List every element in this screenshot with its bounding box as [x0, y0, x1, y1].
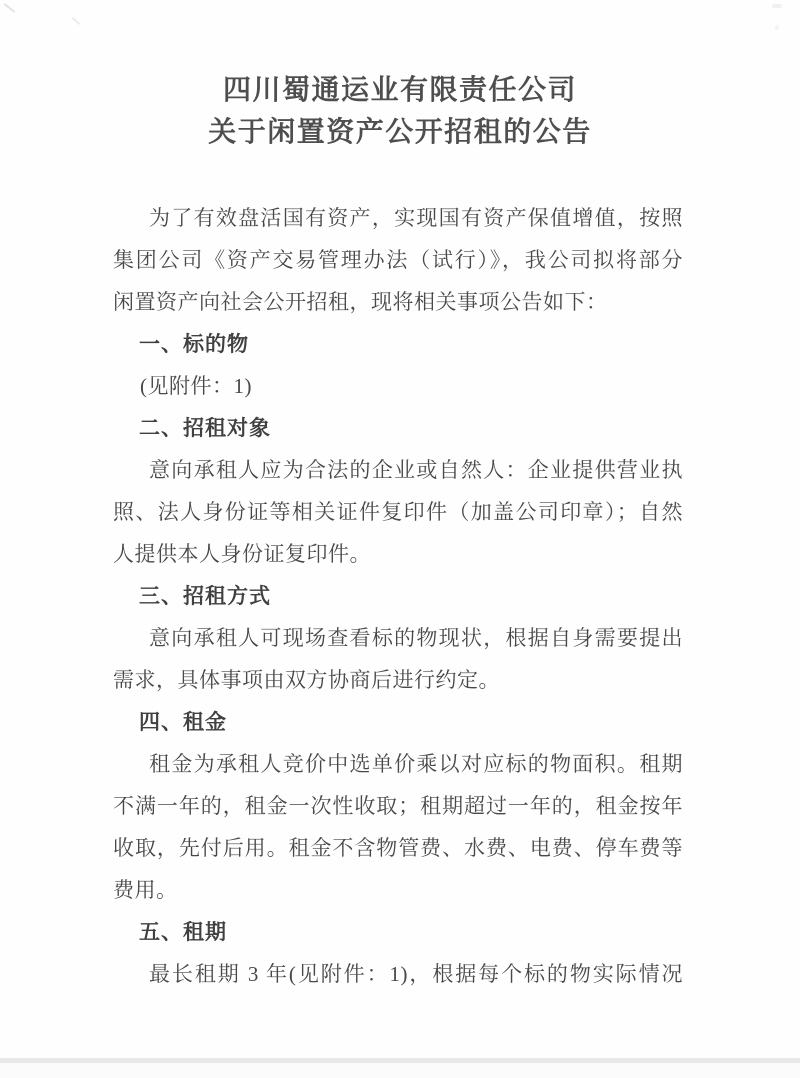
section-heading: 一、标的物 — [139, 332, 249, 356]
scan-speck-top-right — [772, 4, 782, 8]
scan-artifact-smudge — [72, 17, 81, 25]
document-title-line-1: 四川蜀通运业有限责任公司 — [222, 75, 577, 106]
scan-speck-top-right-2 — [775, 25, 779, 30]
paragraph-last-line: 费用。 — [113, 878, 178, 902]
attachment-note: (见附件：1) — [140, 374, 252, 398]
scan-artifact-top-left — [4, 3, 15, 13]
section-heading: 二、招租对象 — [139, 416, 271, 440]
paragraph-first-line: 意向承租人应为合法的企业或自然人：企业提供营业执 — [149, 458, 683, 482]
paragraph-first-line: 租金为承租人竞价中选单价乘以对应标的物面积。租期 — [149, 752, 683, 776]
paragraph-first-line: 为了有效盘活国有资产，实现国有资产保值增值，按照 — [149, 206, 683, 230]
paragraph-first-line: 意向承租人可现场查看标的物现状，根据自身需要提出 — [149, 626, 683, 650]
paragraph-line: 照、法人身份证等相关证件复印件（加盖公司印章）；自然 — [113, 500, 683, 524]
document-title — [0, 70, 800, 154]
section-heading: 三、招租方式 — [139, 584, 271, 608]
document-title-line-2: 关于闲置资产公开招租的公告 — [208, 117, 592, 148]
section-heading: 四、租金 — [139, 710, 227, 734]
paragraph-last-line: 闲置资产向社会公开招租，现将相关事项公告如下： — [113, 290, 608, 314]
section-heading: 五、租期 — [139, 920, 227, 944]
scan-edge-band-below — [0, 1063, 800, 1078]
paragraph-first-line: 最长租期 3 年(见附件：1)，根据每个标的物实际情况 — [149, 962, 683, 986]
paragraph-last-line: 需求，具体事项由双方协商后进行约定。 — [113, 668, 500, 692]
paragraph-line: 收取，先付后用。租金不含物管费、水费、电费、停车费等 — [113, 836, 683, 860]
paragraph-line: 集团公司《资产交易管理办法（试行）》，我公司拟将部分 — [113, 248, 683, 272]
paragraph-last-line: 人提供本人身份证复印件。 — [113, 542, 371, 566]
document-body — [113, 197, 683, 995]
paragraph-line: 不满一年的，租金一次性收取；租期超过一年的，租金按年 — [113, 794, 683, 818]
